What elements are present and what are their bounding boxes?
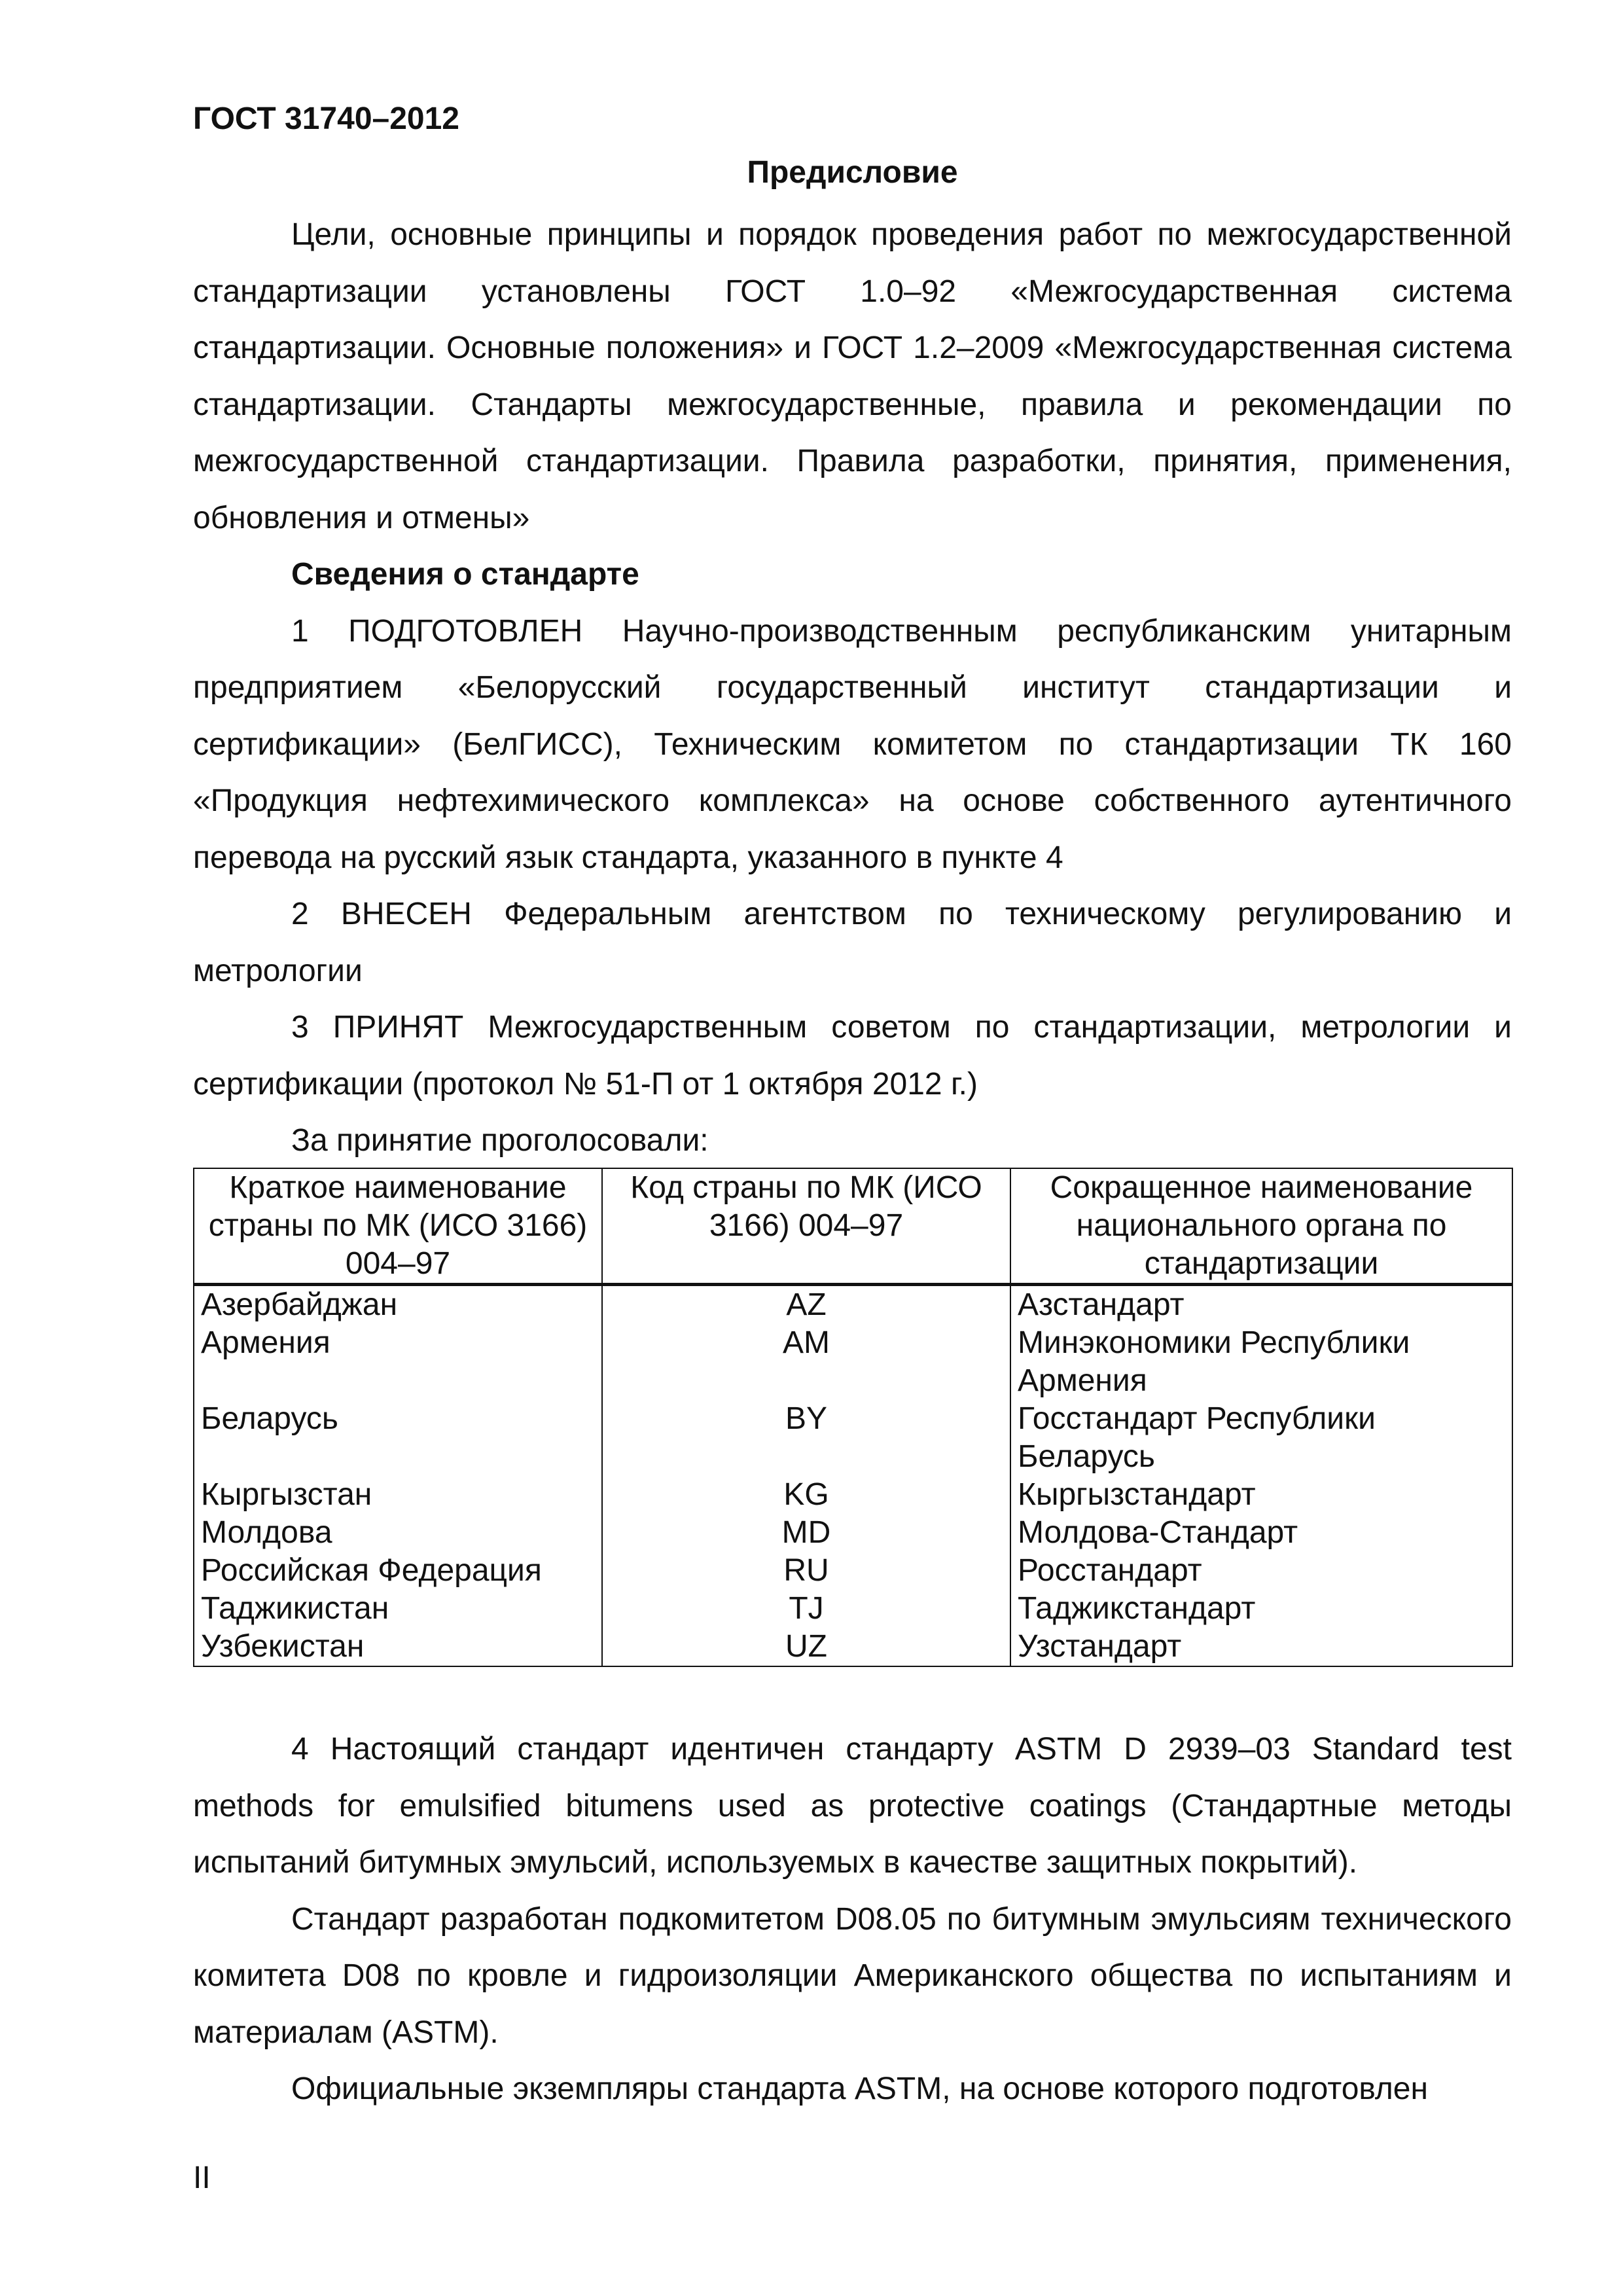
cell-code: KG bbox=[602, 1476, 1010, 1514]
table-row bbox=[194, 1514, 1512, 1552]
cell-body: Молдова-Стандарт bbox=[1010, 1514, 1512, 1552]
cell-country: Кыргызстан bbox=[194, 1476, 602, 1514]
official-copies-paragraph: Официальные экземпляры стандарта ASTM, на основе которого подготовлен bbox=[291, 2072, 1428, 2106]
item-1-paragraph: 1 ПОДГОТОВЛЕН Научно-производственным республиканским унитарным предприятием «Белорусский государственный институт стандартизации и сертификации» (БелГИСС), Техническим комитетом по стандартизации ТК 160 «Продукция нефтехимического комплекса» на основе собственного аутентичного перевода на русский язык стандарта, указанного в пункте 4 bbox=[193, 613, 1512, 875]
table-row bbox=[194, 1552, 1512, 1590]
table-row bbox=[194, 1285, 1512, 1325]
cell-body: Кыргызстандарт bbox=[1010, 1476, 1512, 1514]
cell-code: RU bbox=[602, 1552, 1010, 1590]
cell-body: Узстандарт bbox=[1010, 1628, 1512, 1666]
cell-body: Таджикстандарт bbox=[1010, 1590, 1512, 1628]
intro-paragraph: Цели, основные принципы и порядок проведения работ по межгосударственной стандартизации установлены ГОСТ 1.0–92 «Межгосударственная система стандартизации. Основные положения» и ГОСТ 1.2–2009 «Межгосударственная система стандартизации. Стандарты межгосударственные, правила и рекомендации по межгосударственной стандартизации. Правила разработки, принятия, применения, обновления и отмены» bbox=[193, 217, 1512, 535]
table-row bbox=[194, 1476, 1512, 1514]
cell-code: BY bbox=[602, 1400, 1010, 1476]
cell-country: Молдова bbox=[194, 1514, 602, 1552]
cell-body: Росстандарт bbox=[1010, 1552, 1512, 1590]
cell-code: AZ bbox=[602, 1285, 1010, 1325]
cell-code: TJ bbox=[602, 1590, 1010, 1628]
cell-country: Таджикистан bbox=[194, 1590, 602, 1628]
table-row bbox=[194, 1628, 1512, 1666]
cell-country: Узбекистан bbox=[194, 1628, 602, 1666]
cell-country: Армения bbox=[194, 1324, 602, 1400]
section-title: Предисловие bbox=[747, 155, 958, 190]
cell-body: Азстандарт bbox=[1010, 1285, 1512, 1325]
page-number: II bbox=[193, 2161, 211, 2195]
cell-body: Минэкономики Республики Армения bbox=[1010, 1324, 1512, 1400]
cell-country: Беларусь bbox=[194, 1400, 602, 1476]
info-heading: Сведения о стандарте bbox=[291, 557, 639, 592]
header-country-code: Код страны по МК (ИСО 3166) 004–97 bbox=[602, 1168, 1010, 1285]
document-code: ГОСТ 31740–2012 bbox=[193, 101, 459, 136]
developed-by-paragraph: Стандарт разработан подкомитетом D08.05 по битумным эмульсиям технического комитета D08 по кровле и гидроизоляции Американского общества по испытаниям и материалам (ASTM). bbox=[193, 1901, 1512, 2050]
cell-code: AM bbox=[602, 1324, 1010, 1400]
table-row bbox=[194, 1400, 1512, 1476]
header-national-body: Сокращенное наименование национального органа по стандартизации bbox=[1010, 1168, 1512, 1285]
table-header-row bbox=[194, 1168, 1512, 1285]
header-country-name: Краткое наименование страны по МК (ИСО 3166) 004–97 bbox=[194, 1168, 602, 1285]
standard-info-body bbox=[193, 1721, 1512, 2118]
voting-table bbox=[193, 1168, 1513, 1667]
cell-code: MD bbox=[602, 1514, 1010, 1552]
cell-country: Российская Федерация bbox=[194, 1552, 602, 1590]
table-row bbox=[194, 1324, 1512, 1400]
cell-body: Госстандарт Республики Беларусь bbox=[1010, 1400, 1512, 1476]
cell-code: UZ bbox=[602, 1628, 1010, 1666]
table-row bbox=[194, 1590, 1512, 1628]
item-4-paragraph: 4 Настоящий стандарт идентичен стандарту ASTM D 2939–03 Standard test methods for emulsified bitumens used as protective coatings (Стандартные методы испытаний битумных эмульсий, используемых в качестве защитных покрытий). bbox=[193, 1732, 1512, 1880]
item-2-paragraph: 2 ВНЕСЕН Федеральным агентством по техническому регулированию и метрологии bbox=[193, 897, 1512, 988]
cell-country: Азербайджан bbox=[194, 1285, 602, 1325]
preface-body bbox=[193, 207, 1512, 1170]
voted-label: За принятие проголосовали: bbox=[291, 1123, 709, 1158]
item-3-paragraph: 3 ПРИНЯТ Межгосударственным советом по стандартизации, метрологии и сертификации (протокол № 51-П от 1 октября 2012 г.) bbox=[193, 1010, 1512, 1102]
